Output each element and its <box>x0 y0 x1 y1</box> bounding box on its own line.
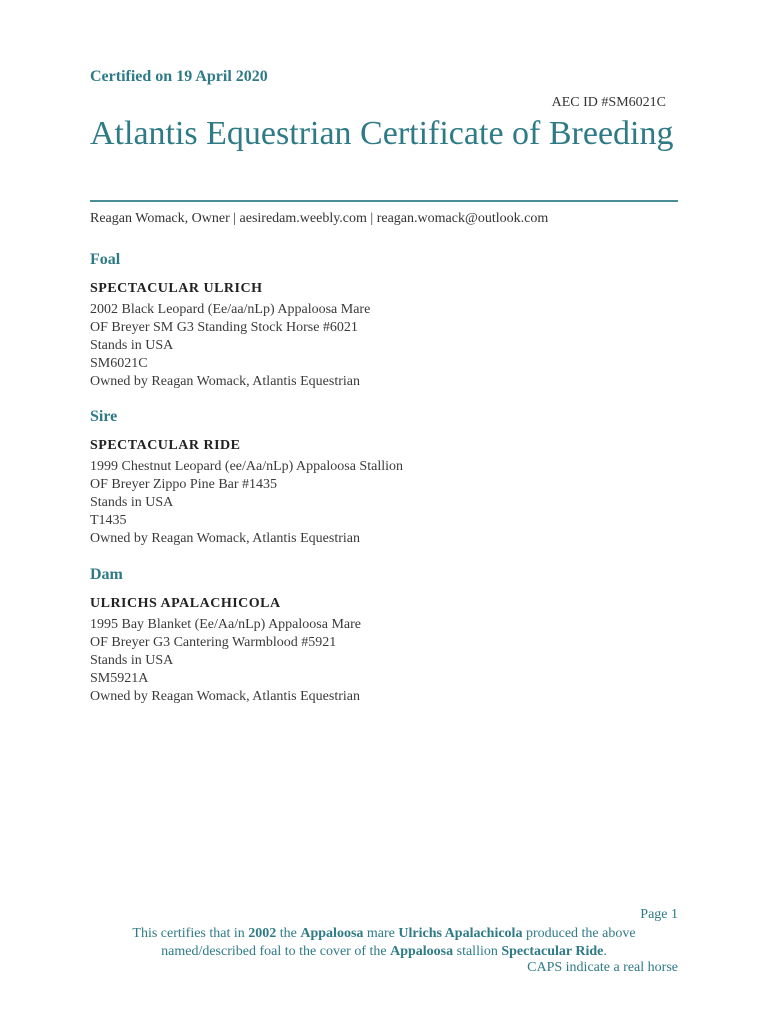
sire-detail-id: T1435 <box>90 513 127 528</box>
dam-detail-location: Stands in USA <box>90 653 174 668</box>
statement-text: . <box>603 944 607 959</box>
certification-statement <box>90 925 678 961</box>
sire-detail-location: Stands in USA <box>90 495 174 510</box>
statement-year: 2002 <box>248 926 277 941</box>
page-number: Page 1 <box>640 907 678 922</box>
sire-heading: Sire <box>90 408 118 425</box>
certified-date: Certified on 19 April 2020 <box>90 68 268 85</box>
sire-detail-model: OF Breyer Zippo Pine Bar #1435 <box>90 477 278 492</box>
statement-text: This certifies that in <box>132 926 249 941</box>
foal-heading: Foal <box>90 251 121 268</box>
foal-detail-id: SM6021C <box>90 356 148 371</box>
sire-section <box>90 408 690 548</box>
foal-section <box>90 251 690 391</box>
statement-sire: Spectacular Ride <box>501 944 604 959</box>
foal-detail-owner: Owned by Reagan Womack, Atlantis Equestrian <box>90 374 360 389</box>
statement-breed: Appaloosa <box>390 944 454 959</box>
foal-detail-model: OF Breyer SM G3 Standing Stock Horse #6021 <box>90 320 358 335</box>
caps-note: CAPS indicate a real horse <box>527 960 678 975</box>
statement-breed: Appaloosa <box>300 926 364 941</box>
foal-detail-description: 2002 Black Leopard (Ee/aa/nLp) Appaloosa Mare <box>90 302 371 317</box>
statement-dam: Ulrichs Apalachicola <box>398 926 523 941</box>
title-divider <box>90 200 678 202</box>
statement-text: mare <box>363 926 399 941</box>
dam-heading: Dam <box>90 566 123 583</box>
sire-name: SPECTACULAR RIDE <box>90 438 241 453</box>
statement-text: the <box>276 926 301 941</box>
dam-detail-description: 1995 Bay Blanket (Ee/Aa/nLp) Appaloosa Mare <box>90 617 361 632</box>
statement-text: stallion <box>453 944 502 959</box>
dam-detail-model: OF Breyer G3 Cantering Warmblood #5921 <box>90 635 337 650</box>
sire-detail-description: 1999 Chestnut Leopard (ee/Aa/nLp) Appaloosa Stallion <box>90 459 403 474</box>
aec-id: AEC ID #SM6021C <box>551 95 666 110</box>
sire-detail-owner: Owned by Reagan Womack, Atlantis Equestrian <box>90 531 360 546</box>
dam-detail-id: SM5921A <box>90 671 149 686</box>
foal-detail-location: Stands in USA <box>90 338 174 353</box>
dam-section <box>90 566 690 706</box>
foal-name: SPECTACULAR ULRICH <box>90 281 263 296</box>
dam-detail-owner: Owned by Reagan Womack, Atlantis Equestrian <box>90 689 360 704</box>
dam-name: ULRICHS APALACHICOLA <box>90 596 281 611</box>
statement-text: produced the above named/described foal to the cover of the <box>161 926 636 959</box>
owner-contact-line: Reagan Womack, Owner | aesiredam.weebly.com | reagan.womack@outlook.com <box>90 211 549 226</box>
page-title: Atlantis Equestrian Certificate of Breeding <box>90 115 674 152</box>
